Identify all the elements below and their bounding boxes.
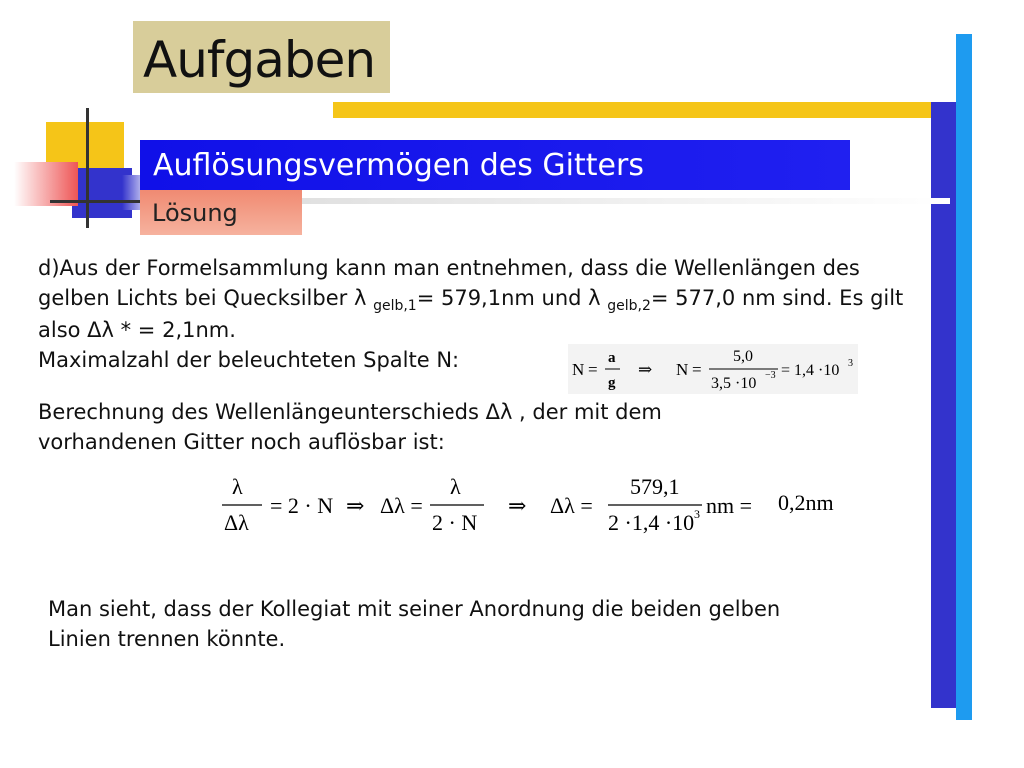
formula-slit-count — [568, 344, 858, 394]
gold-bar — [333, 102, 933, 118]
f2-dl-eq: Δλ = — [380, 493, 423, 518]
f1-a: a — [608, 350, 616, 366]
f2-lambda2: λ — [450, 474, 461, 499]
para1-text-b: = 579,1nm und λ — [416, 285, 608, 310]
f1-eq: = — [588, 360, 598, 379]
f2-unit: nm = — [706, 493, 753, 518]
deco-horizontal-line — [50, 200, 140, 203]
slide-subtitle: Auflösungsvermögen des Gitters — [153, 148, 644, 183]
formula-wavelength-difference — [218, 472, 848, 540]
f2-dl-eq2: Δλ = — [550, 493, 593, 518]
formula-slit-count-svg — [568, 344, 858, 394]
formula-wavelength-difference-svg — [218, 472, 848, 540]
f2-den: 2 ·1,4 ·10 — [608, 510, 695, 535]
f2-implies-1: ⇒ — [346, 493, 365, 518]
subscript-gelb1: gelb,1 — [373, 297, 417, 314]
subscript-gelb2: gelb,2 — [607, 297, 651, 314]
paragraph-conclusion: Man sieht, dass der Kollegiat mit seiner Anordnung die beiden gelben Linien trennen könnte. — [48, 597, 781, 651]
f2-implies-2: ⇒ — [508, 493, 527, 518]
f2-result: 0,2nm — [778, 490, 834, 515]
para1-text-d: Maximalzahl der beleuchteten Spalte N: — [38, 347, 460, 372]
f1-den-exp: −3 — [765, 370, 776, 381]
f1-N2: N — [676, 360, 689, 379]
f2-2N: 2 · N — [432, 510, 478, 535]
f1-result-exp: 3 — [848, 358, 853, 369]
f2-dlambda: Δλ — [224, 510, 249, 535]
f1-den: 3,5 ·10 — [711, 375, 757, 392]
f2-eq-2N: = 2 · N — [270, 493, 334, 518]
navy-bar — [931, 102, 958, 708]
f1-result: = 1,4 ·10 — [781, 362, 840, 379]
page-title: Aufgaben — [143, 31, 376, 89]
cyan-bar — [956, 34, 972, 720]
section-label: Lösung — [152, 199, 238, 227]
paragraph-calculation: Berechnung des Wellenlängeunterschieds Δλ , der mit dem vorhandenen Gitter noch auflösbar ist: — [38, 400, 662, 454]
para1-text-c: = 577,0 nm sind. Es gilt also Δλ * = 2,1nm. — [38, 285, 904, 342]
f1-g: g — [608, 375, 616, 391]
deco-vertical-line — [86, 108, 89, 228]
f1-num: 5,0 — [733, 348, 753, 365]
para1-text-a: d)Aus der Formelsammlung kann man entnehmen, dass die Wellenlängen des gelben Lichts bei Quecksilber λ — [38, 256, 860, 310]
f2-lambda: λ — [232, 474, 243, 499]
f2-num: 579,1 — [630, 474, 680, 499]
f1-eq2: = — [692, 360, 702, 379]
f1-implies: ⇒ — [638, 360, 653, 379]
f2-den-exp: 3 — [694, 507, 700, 521]
f1-N: N — [572, 360, 585, 379]
